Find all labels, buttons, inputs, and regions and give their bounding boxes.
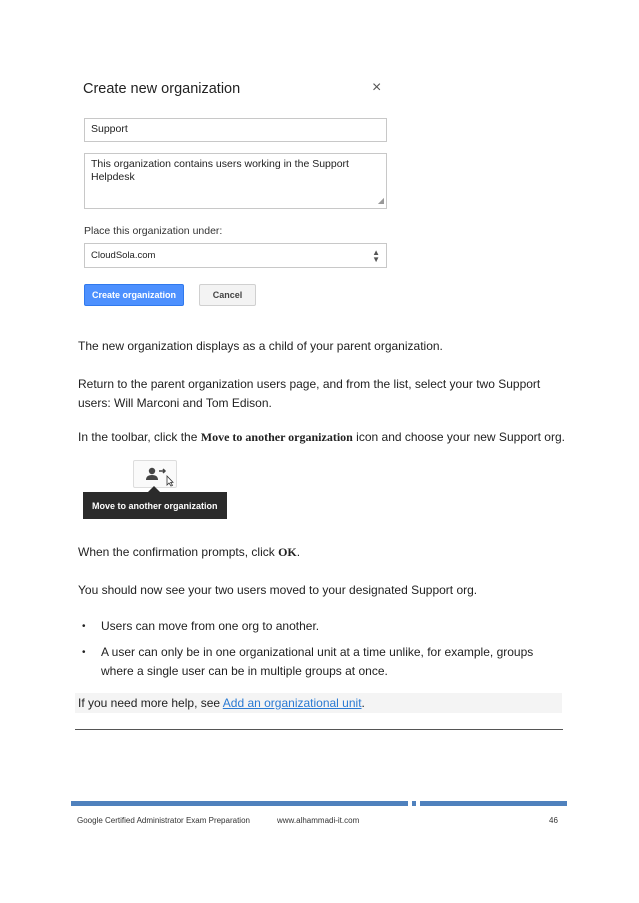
paragraph-child-org: The new organization displays as a child of your parent organization. xyxy=(78,339,443,353)
bullet-icon: • xyxy=(82,647,86,658)
parent-label: Place this organization under: xyxy=(84,225,223,237)
p3-bold: Move to another organization xyxy=(200,430,353,444)
move-user-icon xyxy=(134,461,178,489)
footer-bar-notch-inner xyxy=(412,801,416,806)
footer-title: Google Certified Administrator Exam Preparation xyxy=(77,816,250,825)
paragraph-toolbar xyxy=(78,428,568,447)
help-before: If you need more help, see xyxy=(78,696,223,710)
tooltip: Move to another organization xyxy=(83,492,227,519)
paragraph-return-users: Return to the parent organization users page, and from the list, select your two Support users: Will Marconi and Tom Edison. xyxy=(78,377,541,410)
description-text: This organization contains users working in the Support Helpdesk xyxy=(91,158,349,183)
cancel-button[interactable]: Cancel xyxy=(199,284,256,306)
select-arrows-icon: ▲ ▼ xyxy=(372,247,380,264)
resize-grip-icon[interactable]: ◢ xyxy=(377,196,384,205)
list-item: Users can move from one org to another. xyxy=(101,619,320,633)
paragraph-result: You should now see your two users moved to your designated Support org. xyxy=(78,583,478,597)
footer-website: www.alhammadi-it.com xyxy=(277,816,360,825)
p3-before: In the toolbar, click the xyxy=(78,430,201,444)
bullet-icon: • xyxy=(82,621,86,632)
p3-after: icon and choose your new Support org. xyxy=(352,430,565,444)
create-organization-button[interactable]: Create organization xyxy=(84,284,184,306)
organization-name-input[interactable]: Support xyxy=(84,118,387,142)
paragraph-confirm xyxy=(78,543,568,562)
footer-bar xyxy=(71,801,567,806)
organization-description-textarea[interactable] xyxy=(84,153,387,209)
help-after: . xyxy=(361,696,365,710)
help-link[interactable]: Add an organizational unit xyxy=(222,696,362,710)
help-paragraph xyxy=(78,694,568,713)
parent-organization-value: CloudSola.com xyxy=(91,250,156,261)
parent-organization-select[interactable] xyxy=(84,243,387,268)
p4-before: When the confirmation prompts, click xyxy=(78,545,279,559)
divider xyxy=(75,729,563,730)
p4-bold: OK xyxy=(278,545,297,559)
list-item: A user can only be in one organizational unit at a time unlike, for example, groups where a single user can be in multiple groups at once. xyxy=(101,645,534,678)
move-user-button[interactable] xyxy=(133,460,177,488)
close-icon[interactable]: × xyxy=(372,79,382,96)
p4-after: . xyxy=(296,545,301,559)
page-number: 46 xyxy=(549,816,558,825)
dialog-title: Create new organization xyxy=(83,81,241,97)
